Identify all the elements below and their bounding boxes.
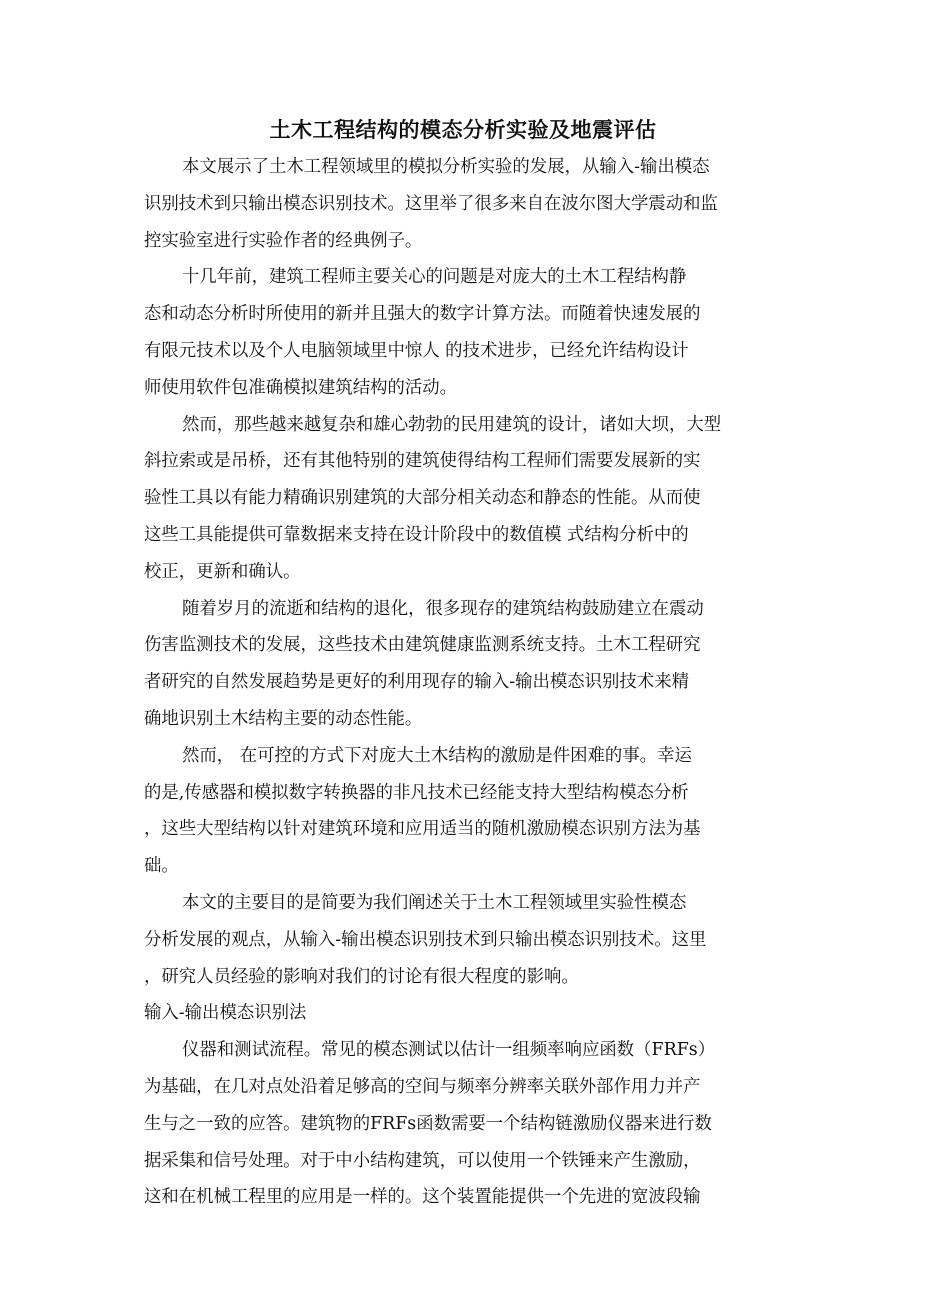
text-line: 本文的主要目的是简要为我们阐述关于土木工程领域里实验性模态 [182,892,687,913]
text-line: 控实验室进行实验作者的经典例子。 [144,230,423,251]
text-line: 生与之一致的应答。建筑物的FRFs函数需要一个结构链激励仪器来进行数 [144,1113,712,1134]
text-line: 这些工具能提供可靠数据来支持在设计阶段中的数值模 式结构分析中的 [144,524,689,545]
document-title: 土木工程结构的模态分析实验及地震评估 [269,118,657,142]
text-line: 确地识别土木结构主要的动态性能。 [144,708,423,729]
text-line: 为基础，在几对点处沿着足够高的空间与频率分辨率关联外部作用力并产 [144,1076,701,1097]
text-line: 伤害监测技术的发展，这些技术由建筑健康监测系统支持。土木工程研究 [144,635,701,656]
text-line: 然而，那些越来越复杂和雄心勃勃的民用建筑的设计，诸如大坝，大型 [182,414,722,435]
text-line: 校正，更新和确认。 [144,561,301,582]
text-line: 据采集和信号处理。对于中小结构建筑，可以使用一个铁锤来产生激励， [144,1150,701,1171]
text-line: 十几年前，建筑工程师主要关心的问题是对庞大的土木工程结构静 [182,267,687,288]
text-line: 有限元技术以及个人电脑领域里中惊人 的技术进步，已经允许结构设计 [144,340,689,361]
text-line: 然而， 在可控的方式下对庞大土木结构的激励是件困难的事。幸运 [182,745,692,766]
text-line: 本文展示了土木工程领域里的模拟分析实验的发展，从输入-输出模态 [182,157,710,177]
text-line: 者研究的自然发展趋势是更好的利用现存的输入-输出模态识别技术来精 [144,672,689,693]
text-line: 斜拉索或是吊桥，还有其他特别的建筑使得结构工程师们需要发展新的实 [144,451,701,472]
text-line: 仪器和测试流程。常见的模态测试以估计一组频率响应函数（FRFs） [182,1040,716,1061]
text-line: 输入-输出模态识别法 [144,1003,307,1024]
text-line: 随着岁月的流逝和结构的退化，很多现存的建筑结构鼓励建立在震动 [182,598,704,619]
text-line: 验性工具以有能力精确识别建筑的大部分相关动态和静态的性能。从而使 [144,488,701,509]
text-line: 态和动态分析时所使用的新并且强大的数字计算方法。而随着快速发展的 [144,304,701,325]
document-body [144,149,784,1216]
text-line: 识别技术到只输出模态识别技术。这里举了很多来自在波尔图大学震动和监 [144,193,718,214]
text-line: ，研究人员经验的影响对我们的讨论有很大程度的影响。 [144,966,579,987]
text-line: 础。 [144,856,179,877]
text-line: 这和在机械工程里的应用是一样的。这个装置能提供一个先进的宽波段输 [144,1187,701,1208]
text-line: ，这些大型结构以针对建筑环境和应用适当的随机激励模态识别方法为基 [144,819,701,840]
text-line: 的是,传感器和模拟数字转换器的非凡技术已经能支持大型结构模态分析 [144,782,689,803]
text-line: 师使用软件包准确模拟建筑结构的活动。 [144,377,458,398]
text-line: 分析发展的观点，从输入-输出模态识别技术到只输出模态识别技术。这里 [144,929,707,950]
